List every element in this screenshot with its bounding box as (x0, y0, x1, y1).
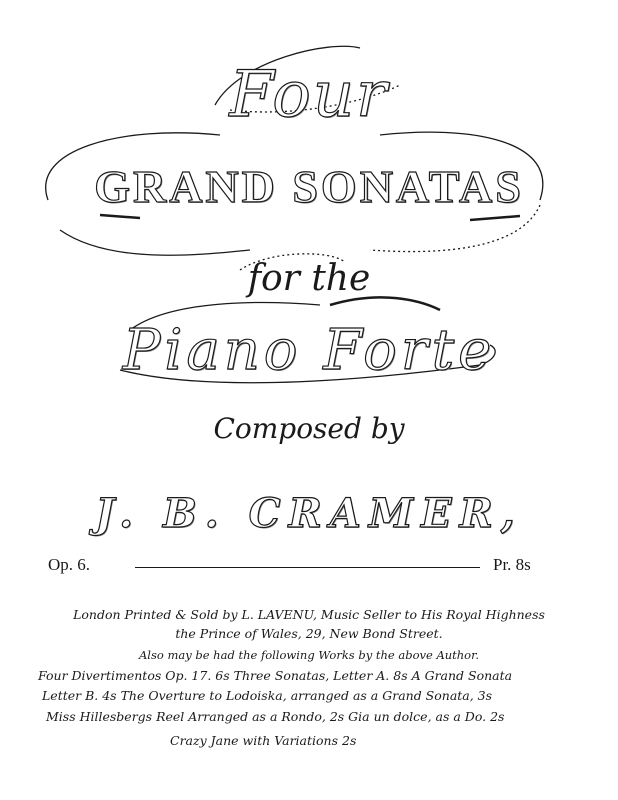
divider-rule (135, 567, 480, 568)
opus-number: Op. 6. (48, 555, 91, 574)
works-line-2: Letter B. 4s The Overture to Lodoiska, arranged as a Grand Sonata, 3s (42, 688, 493, 703)
price: Pr. 8s (493, 555, 531, 574)
composed-by-text: Composed by (213, 412, 405, 445)
title-four: Four (229, 58, 389, 132)
imprint-line-1: London Printed & Sold by L. LAVENU, Music Seller to His Royal Highness (73, 607, 545, 622)
imprint-line-3: Also may be had the following Works by the above Author. (138, 648, 479, 662)
works-line-1: Four Divertimentos Op. 17. 6s Three Sonatas, Letter A. 8s A Grand Sonata (38, 668, 513, 683)
title-for-the: for the (247, 258, 371, 299)
title-instrument: Piano Forte (122, 318, 496, 383)
works-line-3: Miss Hillesbergs Reel Arranged as a Rondo, 2s Gia un dolce, as a Do. 2s (46, 709, 505, 724)
works-line-4: Crazy Jane with Variations 2s (170, 733, 357, 748)
title-grand-sonatas: GRAND SONATAS (94, 161, 524, 212)
composer-name: J. B. CRAMER, (95, 490, 523, 537)
imprint-line-2: the Prince of Wales, 29, New Bond Street. (175, 626, 443, 641)
